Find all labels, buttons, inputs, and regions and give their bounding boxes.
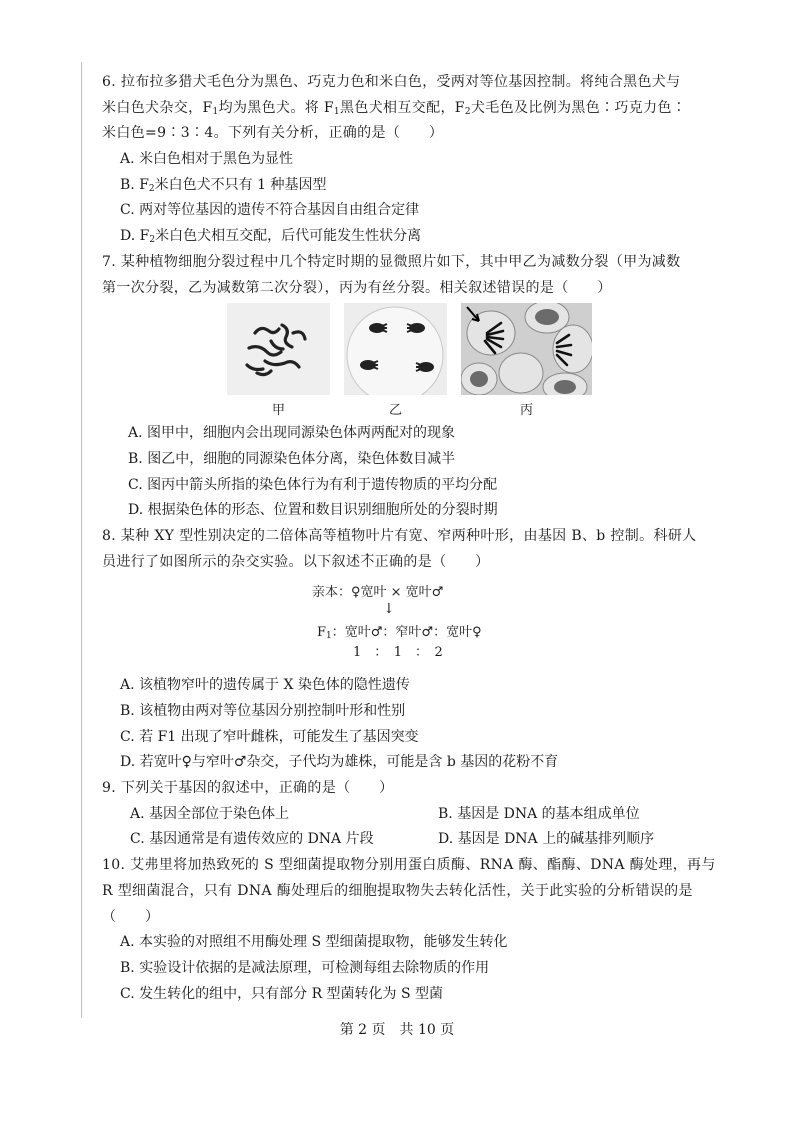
figure-label-yi: 乙: [388, 403, 402, 419]
q7-option-a: A. 图甲中，细胞内会出现同源染色体两两配对的现象: [128, 425, 456, 442]
q9-option-d: D. 基因是 DNA 上的碱基排列顺序: [438, 831, 655, 848]
q6-option-d: D. $F_2$米白色犬相互交配，后代可能发生性状分离: [120, 228, 422, 246]
q10-option-b: B. 实验设计依据的是减法原理，可检测每组去除物质的作用: [120, 959, 490, 976]
micrograph-bing: [461, 303, 592, 395]
q7-stem-line2: 第一次分裂，乙为减数第二次分裂），丙为有丝分裂。相关叙述错误的是（ ）: [102, 279, 612, 296]
q7-option-b: B. 图乙中，细胞的同源染色体分离，染色体数目减半: [128, 450, 456, 467]
figure-bing: [461, 303, 592, 419]
q10-stem-line3: （ ）: [102, 908, 160, 925]
q8-option-b: B. 该植物由两对等位基因分别控制叶形和性别: [120, 703, 406, 719]
q7-option-c: C. 图丙中箭头所指的染色体行为有利于遗传物质的平均分配: [128, 476, 498, 493]
question-6: [102, 70, 722, 250]
q8-option-c: C. 若 F1 出现了窄叶雌株，可能发生了基因突变: [120, 728, 419, 745]
figure-jia: [227, 303, 330, 419]
q9-option-c: C. 基因通常是有遗传效应的 DNA 片段: [130, 831, 374, 848]
figure-yi: [344, 303, 447, 419]
figure-label-bing: 丙: [519, 403, 533, 419]
q9-option-b: B. 基因是 DNA 的基本组成单位: [438, 805, 640, 822]
q9-stem: 9. 下列关于基因的叙述中，正确的是（ ）: [102, 780, 394, 797]
cross-parents: 亲本：♀宽叶 × 宽叶♂: [312, 585, 444, 601]
binding-margin-line: [81, 62, 82, 1018]
q9-options-row2: [102, 827, 722, 853]
q8-option-d: D. 若宽叶♀与窄叶♂杂交，子代均为雄株，可能是含 b 基因的花粉不育: [120, 754, 559, 771]
cross-arrow-icon: ↓: [383, 601, 395, 618]
question-9: [102, 776, 722, 853]
q8-stem-line2: 员进行了如图所示的杂交实验。以下叙述不正确的是（ ）: [102, 553, 490, 570]
q8-stem-line1: 8. 某种 XY 型性别决定的二倍体高等植物叶片有宽、窄两种叶形，由基因 B、b 控制。科研人: [102, 527, 697, 544]
q10-option-c: C. 发生转化的组中，只有部分 R 型菌转化为 S 型菌: [120, 985, 444, 1002]
q9-option-a: A. 基因全部位于染色体上: [130, 805, 290, 822]
q6-option-b: B. $F_2$米白色犬不只有 1 种基因型: [120, 176, 327, 194]
figure-label-jia: 甲: [271, 403, 285, 419]
micrograph-yi: [344, 303, 447, 395]
question-7: [102, 250, 722, 524]
page-footer: 第 2 页 共 10 页: [339, 1022, 455, 1038]
q9-options-row1: [102, 802, 722, 828]
emphasis-not: 不: [360, 553, 375, 570]
cross-diagram: [102, 581, 722, 673]
question-8: [102, 524, 722, 776]
q8-option-a: A. 该植物窄叶的遗传属于 X 染色体的隐性遗传: [120, 677, 410, 694]
q7-option-d: D. 根据染色体的形态、位置和数目识别细胞所处的分裂时期: [128, 502, 498, 519]
q6-stem-line3: 米白色=9∶3∶4。下列有关分析，正确的是（ ）: [102, 125, 444, 142]
q10-stem-line2: R 型细菌混合，只有 DNA 酶处理后的细胞提取物失去转化活性，关于此实验的分析错误的是: [102, 882, 693, 899]
q6-stem-line2: 米白色犬杂交，$F_1$均为黑色犬。将 $F_1$黑色犬相互交配，$F_2$犬毛色及比例为黑色∶巧克力色∶: [102, 99, 687, 117]
question-10: [102, 853, 722, 1007]
q6-option-c: C. 两对等位基因的遗传不符合基因自由组合定律: [120, 202, 420, 219]
q6-option-a: A. 米白色相对于黑色为显性: [120, 151, 294, 168]
q7-stem-line1: 7. 某种植物细胞分裂过程中几个特定时期的显微照片如下，其中甲乙为减数分裂（甲为减数: [102, 253, 681, 270]
exam-page: [102, 70, 722, 1007]
micrograph-figures: [102, 303, 722, 421]
q10-stem-line1: 10. 艾弗里将加热致死的 S 型细菌提取物分别用蛋白质酶、RNA 酶、酯酶、DNA 酶处理，再与: [102, 857, 716, 874]
cross-ratio: 1 ： 1 ： 2: [353, 645, 443, 661]
micrograph-jia: [227, 303, 330, 395]
q6-stem-line1: 6. 拉布拉多猎犬毛色分为黑色、巧克力色和米白色，受两对等位基因控制。将纯合黑色犬与: [102, 74, 681, 90]
q10-option-a: A. 本实验的对照组不用酶处理 S 型细菌提取物，能够发生转化: [120, 934, 508, 951]
cross-f1: $F_1$：宽叶♂：窄叶♂：宽叶♀: [317, 625, 482, 642]
